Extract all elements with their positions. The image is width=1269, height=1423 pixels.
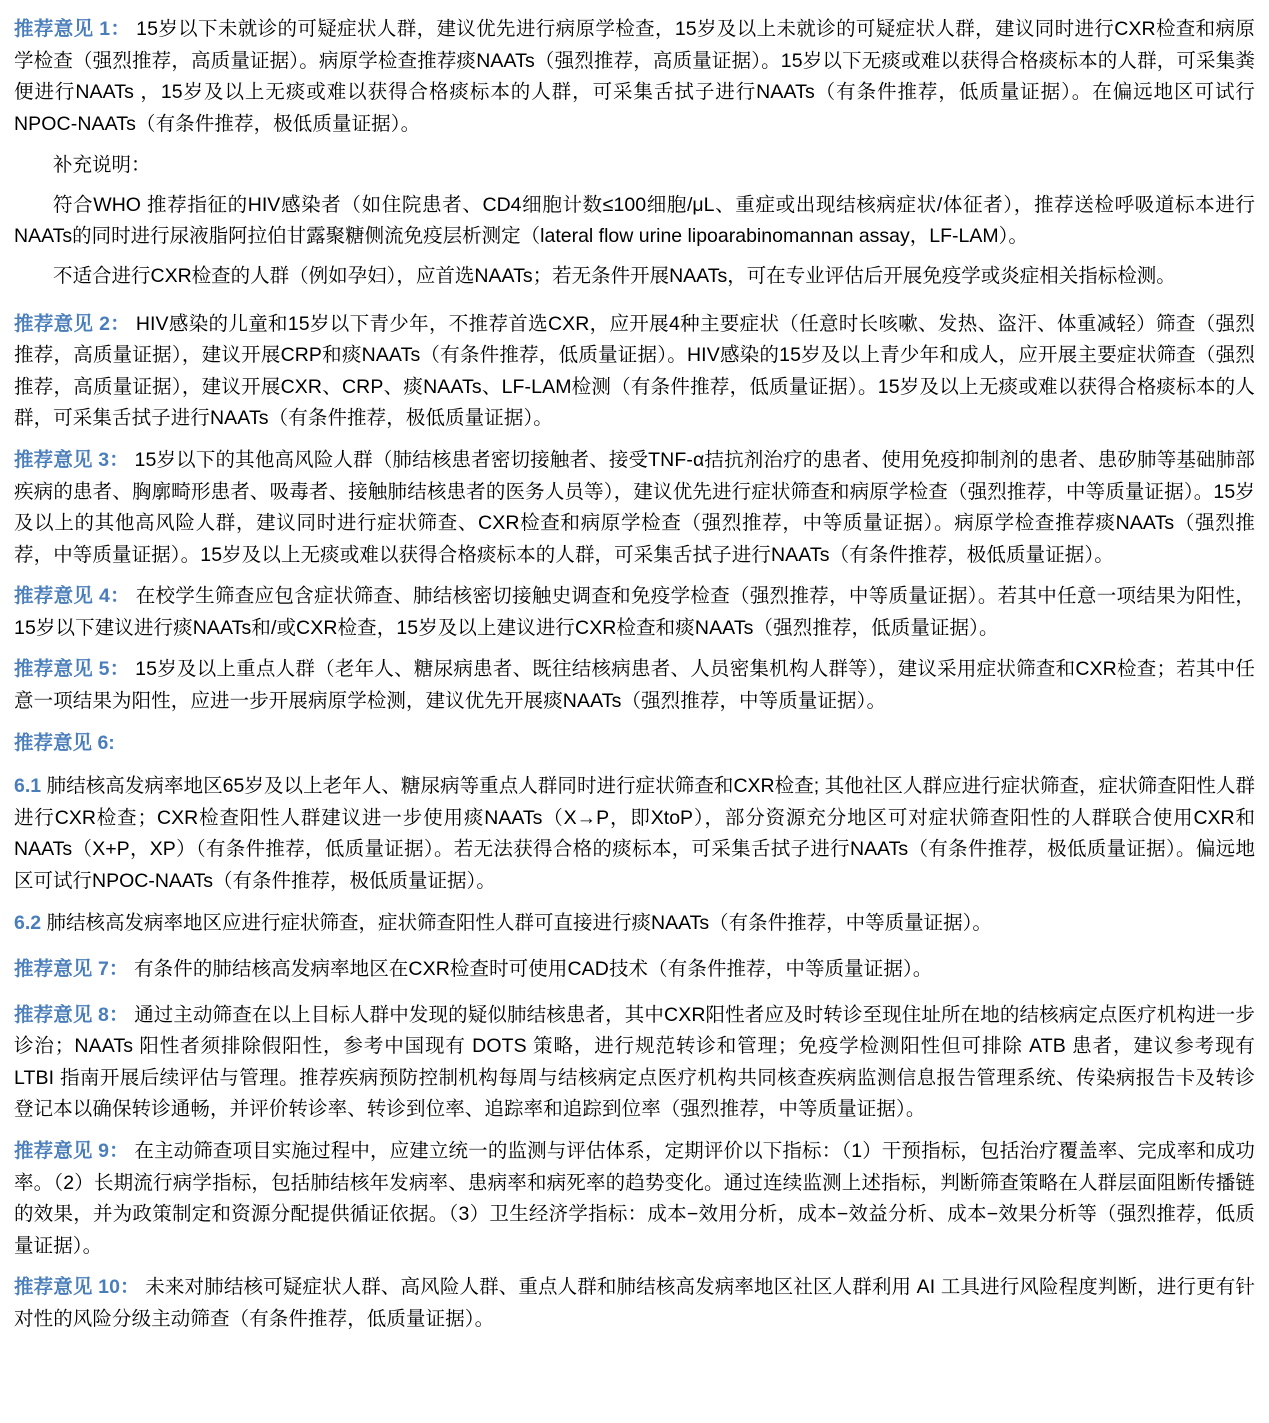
recommendation-5 (14, 654, 1255, 717)
recommendation-2-number: 2： (99, 312, 131, 335)
recommendation-10-number: 10： (98, 1276, 140, 1299)
recommendation-7-label-text: 推荐意见 (14, 958, 93, 981)
recommendation-6-1-number: 6.1 (14, 775, 42, 798)
recommendation-6-1 (14, 771, 1255, 897)
recommendation-1-body: 15岁以下未就诊的可疑症状人群，建议优先进行病原学检查，15岁及以上未就诊的可疑症状人群，建议同时进行CXR检查和病原学检查（强烈推荐，高质量证据）。病原学检查推荐痰NAATs（强烈推荐，高质量证据）。15岁以下无痰或难以获得合格痰标本的人群，可采集粪便进行NAATs ，15岁及以上无痰或难以获得合格痰标本的人群，可采集舌拭子进行NAATs（有条件推荐，低质量证据）。在偏远地区可试行NPOC-NAATs（有条件推荐，极低质量证据）。 (14, 18, 1256, 135)
recommendation-6-heading (14, 728, 1255, 760)
recommendation-5-label (14, 658, 130, 680)
recommendation-6-1-body: 肺结核高发病率地区65岁及以上老年人、糖尿病等重点人群同时进行症状筛查和CXR检查; 其他社区人群应进行症状筛查，症状筛查阳性人群进行CXR检查；CXR检查阳性人群建议进一步使用痰NAATs（X→P，即XtoP），部分资源充分地区可对症状筛查阳性的人群联合使用CXR和NAATs（X+P，XP）（有条件推荐，低质量证据）。若无法获得合格的痰标本，可采集舌拭子进行NAATs（有条件推荐，极低质量证据）。偏远地区可试行NPOC-NAATs（有条件推荐，极低质量证据）。 (14, 775, 1255, 892)
recommendation-7 (14, 954, 1255, 986)
recommendation-2-label-text: 推荐意见 (14, 312, 94, 335)
recommendation-1-label-text: 推荐意见 (14, 18, 94, 40)
recommendation-6-label (14, 732, 115, 754)
recommendation-3-label (14, 449, 129, 471)
recommendation-1 (14, 14, 1255, 140)
recommendation-4 (14, 581, 1255, 644)
recommendation-9-number: 9： (98, 1139, 129, 1162)
recommendation-6-2-body: 肺结核高发病率地区应进行症状筛查，症状筛查阳性人群可直接进行痰NAATs（有条件推荐，中等质量证据）。 (46, 912, 992, 935)
supplement-paragraph-2 (14, 261, 1255, 293)
recommendation-7-number: 7： (97, 958, 129, 981)
recommendation-1-label (14, 18, 130, 40)
recommendation-4-label (14, 585, 130, 607)
recommendation-4-label-text: 推荐意见 (14, 585, 94, 608)
supplement-paragraph-1-text: 符合WHO 推荐指征的HIV感染者（如住院患者、CD4细胞计数≤100细胞/μL、重症或出现结核病症状/体征者），推荐送检呼吸道标本进行NAATs的同时进行尿液脂阿拉伯甘露聚糖侧流免疫层析测定（lateral flow urine lipoarabinomannan assay，LF-LAM）。 (14, 193, 1255, 248)
recommendation-9-label (14, 1140, 129, 1162)
recommendation-9 (14, 1136, 1255, 1262)
recommendation-6-2-number: 6.2 (14, 912, 42, 935)
recommendation-6-2 (14, 908, 1255, 940)
recommendation-8 (14, 1000, 1255, 1126)
recommendation-3-body: 15岁以下的其他高风险人群（肺结核患者密切接触者、接受TNF-α拮抗剂治疗的患者、使用免疫抑制剂的患者、患矽肺等基础肺部疾病的患者、胸廓畸形患者、吸毒者、接触肺结核患者的医务人员等），建议优先进行症状筛查和病原学检查（强烈推荐，中等质量证据）。15岁及以上的其他高风险人群，建议同时进行症状筛查、CXR检查和病原学检查（强烈推荐，中等质量证据）。病原学检查推荐痰NAATs（强烈推荐，中等质量证据）。15岁及以上无痰或难以获得合格痰标本的人群，可采集舌拭子进行NAATs（有条件推荐，极低质量证据）。 (14, 448, 1255, 566)
recommendation-8-label-text: 推荐意见 (14, 1003, 93, 1026)
recommendation-9-body: 在主动筛查项目实施过程中，应建立统一的监测与评估体系，定期评价以下指标：（1）干预指标，包括治疗覆盖率、完成率和成功率。（2）长期流行病学指标，包括肺结核年发病率、患病率和病死率的趋势变化。通过连续监测上述指标，判断筛查策略在人群层面阻断传播链的效果，并为政策制定和资源分配提供循证依据。（3）卫生经济学指标：成本−效用分析，成本−效益分析、成本−效果分析等（强烈推荐，低质量证据）。 (14, 1139, 1255, 1257)
recommendation-7-body: 有条件的肺结核高发病率地区在CXR检查时可使用CAD技术（有条件推荐，中等质量证据）。 (134, 958, 933, 981)
recommendation-8-label (14, 1004, 129, 1026)
recommendation-4-body: 在校学生筛查应包含症状筛查、肺结核密切接触史调查和免疫学检查（强烈推荐，中等质量证据）。若其中任意一项结果为阳性，15岁以下建议进行痰NAATs和/或CXR检查，15岁及以上建议进行CXR检查和痰NAATs（强烈推荐，低质量证据）。 (14, 585, 1255, 639)
recommendation-7-label (14, 958, 128, 980)
recommendation-4-number: 4： (98, 585, 130, 608)
recommendation-10-label-text: 推荐意见 (14, 1276, 93, 1299)
recommendation-5-number: 5： (98, 658, 130, 681)
recommendation-2 (14, 309, 1255, 435)
supplement-paragraph-2-text: 不适合进行CXR检查的人群（例如孕妇），应首选NAATs；若无条件开展NAATs，可在专业评估后开展免疫学或炎症相关指标检测。 (53, 265, 1176, 288)
recommendation-3-label-text: 推荐意见 (14, 448, 93, 471)
recommendation-8-body: 通过主动筛查在以上目标人群中发现的疑似肺结核患者，其中CXR阳性者应及时转诊至现住址所在地的结核病定点医疗机构进一步诊治；NAATs 阳性者须排除假阳性，参考中国现有 DOTS 策略，进行规范转诊和管理；免疫学检测阳性但可排除 ATB 患者，建议参考现有 LTBI 指南开展后续评估与管理。推荐疾病预防控制机构每周与结核病定点医疗机构共同核查疾病监测信息报告管理系统、传染病报告卡及转诊登记本以确保转诊通畅，并评价转诊率、转诊到位率、追踪率和追踪到位率（强烈推荐，中等质量证据）。 (14, 1003, 1255, 1121)
recommendation-5-label-text: 推荐意见 (14, 658, 93, 681)
recommendation-2-body: HIV感染的儿童和15岁以下青少年，不推荐首选CXR，应开展4种主要症状（任意时长咳嗽、发热、盗汗、体重减轻）筛查（强烈推荐，高质量证据），建议开展CRP和痰NAATs（有条件推荐，低质量证据）。HIV感染的15岁及以上青少年和成人，应开展主要症状筛查（强烈推荐，高质量证据），建议开展CXR、CRP、痰NAATs、LF-LAM检测（有条件推荐，低质量证据）。15岁及以上无痰或难以获得合格痰标本的人群，可采集舌拭子进行NAATs（有条件推荐，极低质量证据）。 (14, 312, 1255, 430)
recommendation-10-body: 未来对肺结核可疑症状人群、高风险人群、重点人群和肺结核高发病率地区社区人群利用 AI 工具进行风险程度判断，进行更有针对性的风险分级主动筛查（有条件推荐，低质量证据）。 (14, 1276, 1255, 1330)
supplement-heading-text: 补充说明： (53, 154, 151, 177)
recommendation-6-label-text: 推荐意见 (14, 731, 93, 754)
recommendation-8-number: 8： (98, 1003, 129, 1026)
recommendation-6-number: 6: (97, 731, 115, 754)
recommendation-10 (14, 1272, 1255, 1335)
recommendation-10-label (14, 1276, 140, 1298)
recommendation-3-number: 3： (98, 448, 129, 471)
recommendation-2-label (14, 313, 130, 335)
recommendation-9-label-text: 推荐意见 (14, 1139, 93, 1162)
recommendation-3 (14, 445, 1255, 571)
recommendation-1-number: 1： (99, 18, 131, 40)
supplement-paragraph-1 (14, 190, 1255, 253)
recommendation-5-body: 15岁及以上重点人群（老年人、糖尿病患者、既往结核病患者、人员密集机构人群等），建议采用症状筛查和CXR检查；若其中任意一项结果为阳性，应进一步开展病原学检测，建议优先开展痰NAATs（强烈推荐，中等质量证据）。 (14, 658, 1256, 712)
supplement-heading (14, 150, 1255, 182)
